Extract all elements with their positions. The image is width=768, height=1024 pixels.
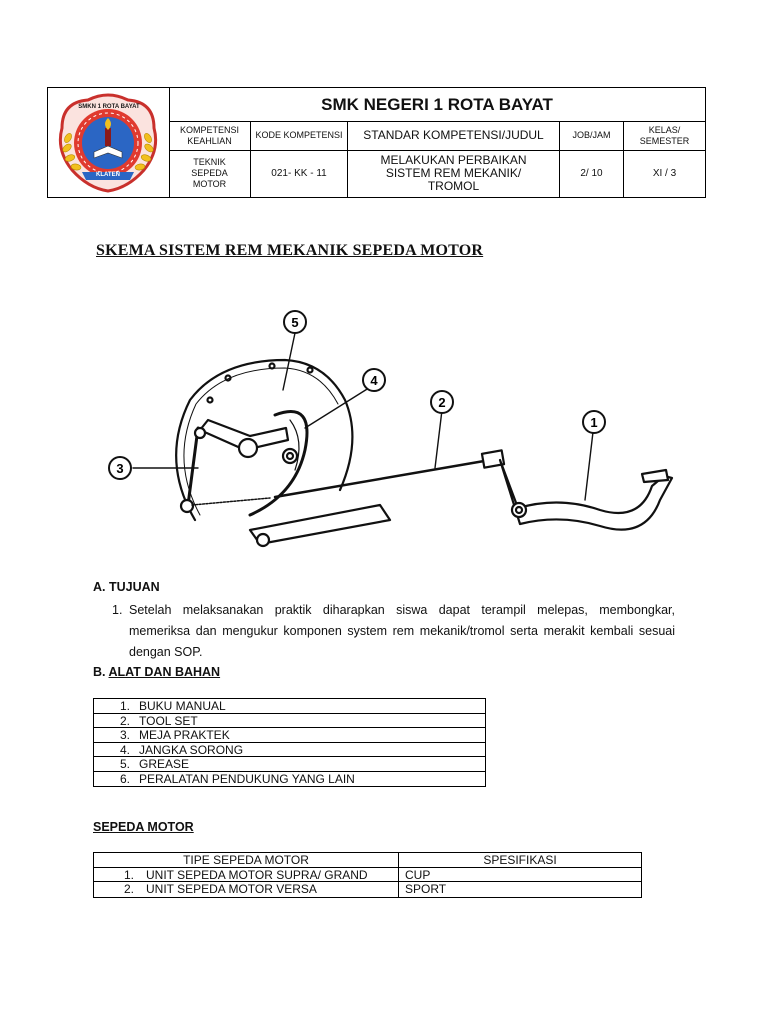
list-item	[94, 757, 485, 772]
list-item	[94, 772, 485, 787]
cell-type	[94, 868, 399, 882]
logo-arc-text: SMKN 1 ROTA BAYAT	[78, 104, 140, 110]
section-b-prefix: B.	[93, 665, 106, 679]
cell-spec: SPORT	[405, 882, 447, 896]
item-text: BUKU MANUAL	[139, 699, 226, 713]
label-3: 3	[116, 461, 124, 476]
label-2: 2	[438, 395, 446, 410]
item-number: 6.	[119, 771, 130, 786]
value-job-jam: 2/ 10	[560, 150, 624, 197]
brake-system-diagram	[100, 300, 680, 560]
section-b-heading	[93, 665, 220, 679]
item-text: MEJA PRAKTEK	[139, 728, 230, 742]
header-row-labels	[169, 121, 705, 151]
table-header-row	[94, 853, 641, 868]
label-4: 4	[370, 373, 378, 388]
value-kelas-semester: XI / 3	[652, 168, 677, 179]
list-item	[94, 714, 485, 729]
row-type: UNIT SEPEDA MOTOR SUPRA/ GRAND	[146, 867, 368, 882]
table-row	[94, 882, 641, 897]
school-name: SMK NEGERI 1 ROTA BAYAT	[169, 88, 705, 122]
section-a-item	[112, 600, 675, 663]
item-number: 5.	[119, 757, 130, 771]
label-kode-kompetensi: KODE KOMPETENSI	[251, 121, 348, 150]
document-title: SKEMA SISTEM REM MEKANIK SEPEDA MOTOR	[96, 242, 484, 259]
row-number: 1.	[123, 867, 134, 882]
item-text: GREASE	[139, 757, 190, 771]
value-kompetensi-keahlian: TEKNIK SEPEDA MOTOR	[169, 150, 251, 197]
cell-spec: CUP	[405, 867, 431, 882]
section-b-title: ALAT DAN BAHAN	[108, 665, 221, 679]
logo-cell	[48, 88, 170, 197]
label-1: 1	[590, 415, 598, 430]
label-job-jam: JOB/JAM	[560, 121, 624, 150]
label-kompetensi-keahlian: KOMPETENSI KEAHLIAN	[169, 121, 251, 150]
motor-heading: SEPEDA MOTOR	[93, 820, 194, 834]
label-5: 5	[291, 315, 299, 330]
item-number: 1.	[119, 699, 130, 713]
section-a-heading: A. TUJUAN	[93, 580, 160, 594]
section-a-item-text: Setelah melaksanakan praktik diharapkan siswa dapat terampil melepas, membongkar, memeriksa dan mengukur komponen system rem mekanik/tromol serta merakit kembali sesuai dengan SOP.	[129, 603, 675, 659]
item-number: 4.	[119, 742, 130, 757]
cell-type	[94, 882, 399, 897]
column-header-type: TIPE SEPEDA MOTOR	[94, 853, 399, 867]
logo-ribbon-text: KLATEN	[96, 172, 120, 178]
header-table	[47, 87, 706, 198]
brake-rod	[275, 460, 490, 497]
item-number: 2.	[119, 713, 130, 728]
section-a-item-number: 1.	[112, 603, 123, 617]
list-item	[94, 743, 485, 758]
label-standar-kompetensi: STANDAR KOMPETENSI/JUDUL	[348, 121, 560, 150]
adjuster-spring	[192, 498, 270, 505]
motor-table	[93, 852, 642, 898]
table-row	[94, 868, 641, 883]
header-row-values	[169, 150, 705, 197]
item-text: JANGKA SORONG	[139, 742, 244, 757]
list-item	[94, 728, 485, 743]
row-number: 2.	[123, 882, 134, 896]
tools-table	[93, 698, 486, 787]
row-type: UNIT SEPEDA MOTOR VERSA	[146, 882, 317, 896]
brake-arm	[188, 428, 198, 505]
column-header-spec: SPESIFIKASI	[483, 853, 557, 867]
list-item	[94, 699, 485, 714]
item-number: 3.	[119, 728, 130, 742]
item-text: PERALATAN PENDUKUNG YANG LAIN	[139, 771, 355, 786]
value-kode-kompetensi: 021- KK - 11	[251, 150, 348, 197]
item-text: TOOL SET	[139, 713, 198, 728]
label-kelas-semester: KELAS/ SEMESTER	[639, 124, 690, 146]
value-standar-kompetensi: MELAKUKAN PERBAIKAN SISTEM REM MEKANIK/ TROMOL	[348, 150, 560, 197]
